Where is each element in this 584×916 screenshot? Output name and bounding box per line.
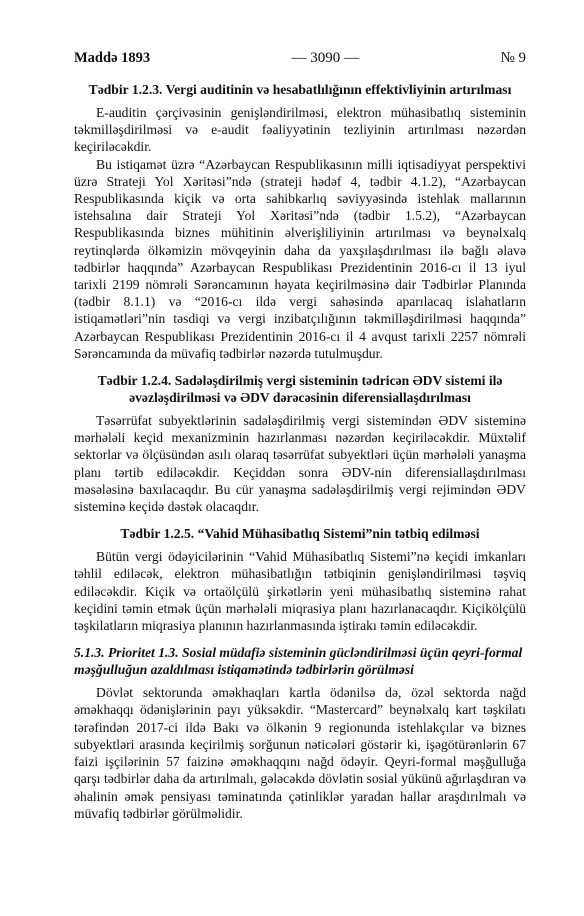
paragraph: Təsərrüfat subyektlərinin sadələşdirilmiş vergi sistemindən ƏDV sisteminə mərhələli keçid mexanizminin hazırlanması nəzərdən keçiriləcəkdir. Müxtəlif sektorlar və ölçüsündən asılı olaraq təsərrüfat subyektləri üçün mərhələli yanaşma planı tərtib ediləcəkdir. Keçiddən sonra ƏDV-nin diferensiallaşdırılması məsələsinə baxılacaqdır. Bu cür yanaşma sadələşdirilmiş vergi rejimindən ƏDV sisteminə keçidə dəstək olacaqdır.	[74, 413, 526, 515]
header-issue-number: № 9	[500, 50, 526, 66]
paragraph: E-auditin çərçivəsinin genişləndirilməsi, elektron mühasibatlıq sisteminin təkmilləşdirilməsi və e-audit fəaliyyətinin tezliyinin artırılması nəzərdən keçiriləcəkdir.	[74, 105, 526, 155]
header-article: Maddə 1893	[74, 50, 151, 66]
paragraph: Bu istiqamət üzrə “Azərbaycan Respublikasının milli iqtisadiyyat perspektivi üzrə Strateji Yol Xəritəsi”ndə (strateji hədəf 4, tədbir 4.1.2), “Azərbaycan Respublikasında kiçik və orta sahibkarlıq səviyyəsində istehlak mallarının istehsalına dair Strateji Yol Xəritəsi”ndə (tədbir 1.5.2), “Azərbaycan Respublikasında biznes mühitinin əlverişliliyinin artırılması və beynəlxalq reytinqlərdə ölkəmizin mövqeyinin daha da yaxşılaşdırılması ilə bağlı əlavə tədbirlər haqqında” Azərbaycan Respublikası Prezidentinin 2016-cı il 13 iyul tarixli 2199 nömrəli Sərəncamının həyata keçirilməsinə dair Tədbirlər Planında (tədbir 8.1.1) və “2016-cı ildə vergi sahəsində aparılacaq islahatların istiqamətləri”nin təsdiqi və vergi inzibatçılığının təkmilləşdirilməsi haqqında” Azərbaycan Respublikası Prezidentinin 2016-cı il 4 avqust tarixli 2257 nömrəli Sərəncamında da müvafiq tədbirlər nəzərdə tutulmuşdur.	[74, 156, 526, 361]
running-header	[74, 50, 526, 67]
paragraph: Dövlət sektorunda əməkhaqları kartla ödənilsə də, özəl sektorda nağd əməkhaqqı ödənişlərinin payı yüksəkdir. “Mastercard” beynəlxalq kart təşkilatı tərəfindən 2017-ci ildə Bakı və ölkənin 9 regionunda istehlakçılar və biznes subyektləri arasında keçirilmiş sorğunun nəticələri göstərir ki, işəgötürənlərin 67 faizi işçilərinin 57 faizinə əməkhaqqını nağd ödəyir. Qeyri-formal məşğulluğa qarşı tədbirlər daha da artırılmalı, gələcəkdə dövlətin sosial yükünü ağırlaşdıran və əhalinin əmək pensiyası təminatında çətinliklər yaradan hallar araşdırılmalı və müvafiq tədbirlər görülməlidir.	[74, 685, 526, 821]
section-heading: Tədbir 1.2.4. Sadələşdirilmiş vergi sisteminin tədricən ƏDV sistemi ilə əvəzləşdirilməsi və ƏDV dərəcəsinin diferensiallaşdırılması	[97, 373, 503, 406]
header-page-number: — 3090 —	[291, 50, 360, 66]
section-heading: Tədbir 1.2.3. Vergi auditinin və hesabatlılığının effektivliyinin artırılması	[88, 82, 512, 97]
section-1-2-5	[74, 525, 526, 634]
paragraph: Bütün vergi ödəyicilərinin “Vahid Mühasibatlıq Sistemi”nə keçidi imkanları təhlil ediləcək, elektron mühasibatlığın tətbiqinin genişləndirilməsi təşviq ediləcəkdir. Kiçik və ortaölçülü şirkətlərin yeni mühasibatlıq sisteminə rahat keçidini təmin etmək üçün mərhələli miqrasiya planı hazırlanacaqdır. Kiçikölçülü təşkilatların miqrasiya planının hazırlanmasında iştirakı təmin ediləcəkdir.	[74, 549, 526, 634]
section-1-2-3	[74, 81, 526, 362]
section-5-1-3	[74, 644, 526, 822]
section-heading: Tədbir 1.2.5. “Vahid Mühasibatlıq Sistemi”nin tətbiq edilməsi	[120, 526, 480, 542]
section-heading: 5.1.3. Prioritet 1.3. Sosial müdafiə sisteminin gücləndirilməsi üçün qeyri-formal məşğulluğun azaldılması istiqamətində tədbirlərin görülməsi	[74, 645, 523, 678]
section-1-2-4	[74, 372, 526, 515]
